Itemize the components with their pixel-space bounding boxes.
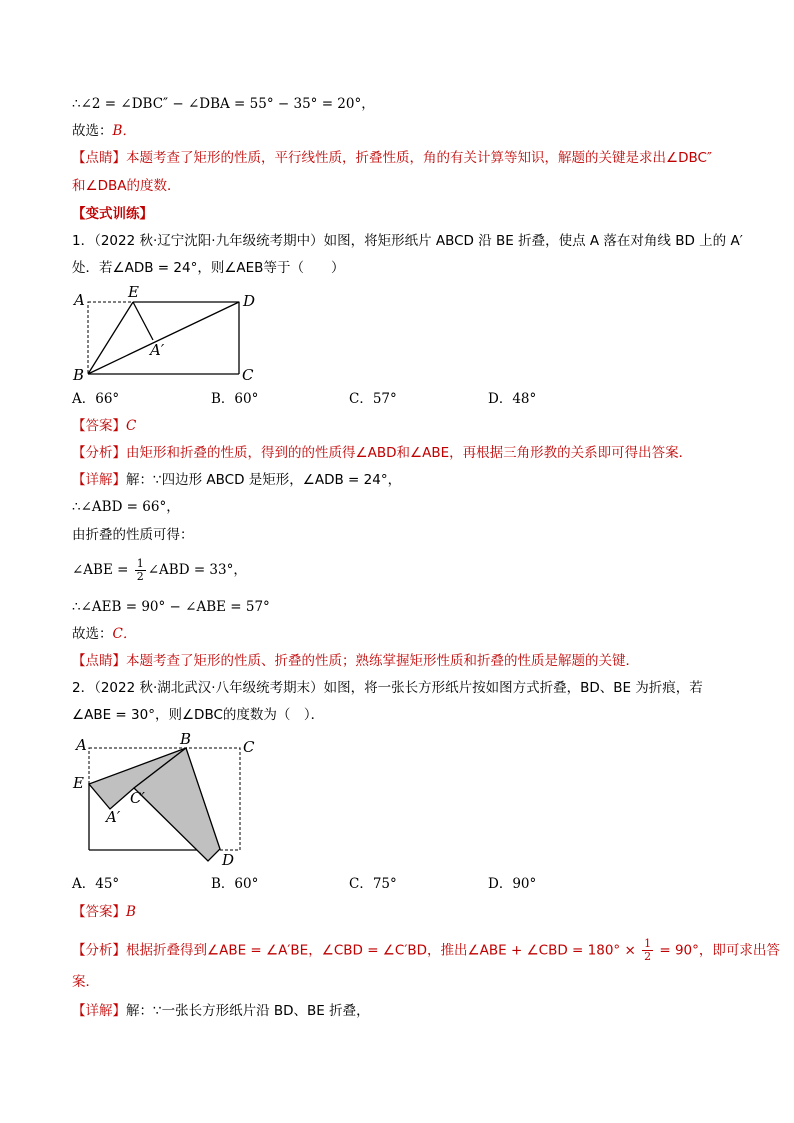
comment-tag: 【点睛】 (72, 150, 126, 166)
q2-detail-line (72, 1001, 370, 1021)
q2-detail-text: 解：∵一张长方形纸片沿 BD、BE 折叠， (126, 1003, 370, 1019)
q2-detail-tag: 【详解】 (72, 1003, 126, 1019)
q1-comment-line (72, 651, 639, 671)
q1-analysis-line (72, 443, 692, 463)
q1-detail-line (72, 470, 401, 490)
q1-choice-d: D．48° (488, 391, 537, 407)
section-heading-variant-training: 【变式训练】 (72, 206, 153, 222)
fraction-denominator: 2 (136, 570, 144, 583)
q1-step-abe-right: ∠ABD = 33°， (147, 562, 247, 578)
fig1-label-c: C (242, 366, 254, 384)
q2-analysis-tag: 【分析】 (72, 942, 126, 959)
q1-choice-c: C．57° (349, 391, 397, 407)
q1-chosen-answer: C． (112, 626, 137, 642)
q1-answer-line (72, 416, 136, 436)
q1-stem-line-1: 1．（2022 秋·辽宁沈阳·九年级统考期中）如图，将矩形纸片 ABCD 沿 BE 折叠，使点 A 落在对角线 BD 上的 A′ (72, 233, 743, 249)
fig2-label-b: B (180, 732, 192, 748)
q2-folded-paper-figure (68, 732, 268, 868)
chosen-answer: B． (112, 123, 136, 139)
q1-step-abe (72, 558, 247, 583)
fig2-label-a-prime: A′ (106, 808, 121, 826)
q2-choice-c: C．75° (349, 876, 397, 892)
q2-choice-d: D．90° (488, 876, 537, 892)
fig1-segment-ea (133, 302, 153, 340)
answer-choice-line (72, 121, 136, 141)
fig2-label-d: D (222, 851, 235, 868)
q2-analysis-continued: 案． (72, 974, 99, 990)
comment-line-2: 和∠DBA的度数． (72, 178, 181, 194)
fig1-label-e: E (128, 285, 139, 301)
q2-fraction-one-half (642, 938, 653, 963)
fig1-label-d: D (243, 292, 256, 310)
fig2-label-c: C (243, 738, 255, 756)
q2-analysis-line (72, 938, 780, 963)
q2-answer-line (72, 902, 136, 922)
analysis-tag: 【分析】 (72, 445, 126, 461)
fig1-label-b: B (73, 366, 85, 384)
q2-stem-line-2: ∠ABE = 30°，则∠DBC的度数为（ ）． (72, 707, 325, 723)
q1-choose-line (72, 624, 136, 644)
answer-tag: 【答案】 (72, 418, 126, 434)
fig2-label-c-prime: C′ (130, 789, 145, 807)
q2-fraction-denominator: 2 (644, 950, 652, 963)
q2-choice-a: A．45° (72, 876, 120, 892)
q1-choice-a: A．66° (72, 391, 120, 407)
solution-step-angle2: ∴∠2 = ∠DBC″ − ∠DBA = 55° − 35° = 20°， (72, 96, 375, 112)
q1-answer: C (126, 418, 137, 434)
q1-analysis-text: 由矩形和折叠的性质，得到的的性质得∠ABD和∠ABE，再根据三角形教的关系即可得出答案． (126, 445, 693, 461)
fraction-one-half (135, 558, 146, 583)
comment-text: 本题考查了矩形的性质，平行线性质，折叠性质，角的有关计算等知识，解题的关键是求出∠DBC″ (126, 150, 712, 166)
q1-step-fold-property: 由折叠的性质可得： (72, 527, 194, 543)
fig2-label-a: A (76, 736, 87, 754)
q2-choice-b: B．60° (211, 876, 259, 892)
q2-analysis-text-a: 根据折叠得到∠ABE = ∠A′BE，∠CBD = ∠C′BD，推出∠ABE + ∠CBD = 180° × (126, 942, 641, 959)
q2-stem-line-1: 2．（2022 秋·湖北武汉·八年级统考期末）如图，将一张长方形纸片按如图方式折叠，BD、BE 为折痕，若 (72, 680, 703, 696)
q2-answer-tag: 【答案】 (72, 904, 126, 920)
q1-comment-text: 本题考查了矩形的性质、折叠的性质；熟练掌握矩形性质和折叠的性质是解题的关键． (126, 653, 639, 669)
q1-step-abd: ∴∠ABD = 66°， (72, 499, 180, 515)
fig2-label-e: E (73, 774, 84, 792)
q2-answer: B (126, 904, 136, 920)
q1-rectangle-figure (68, 285, 268, 385)
q1-detail-text: 解：∵四边形 ABCD 是矩形，∠ADB = 24°， (126, 472, 402, 488)
q2-analysis-text-b: = 90°，即可求出答 (655, 942, 780, 959)
fig1-label-a: A (74, 291, 85, 309)
q1-choice-b: B．60° (211, 391, 259, 407)
q1-stem-line-2: 处．若∠ADB = 24°，则∠AEB等于（ ） (72, 260, 345, 276)
fraction-numerator: 1 (136, 557, 144, 570)
fig1-label-a-prime: A′ (150, 341, 165, 359)
detail-tag: 【详解】 (72, 472, 126, 488)
q2-fraction-numerator: 1 (644, 937, 652, 950)
q1-comment-tag: 【点睛】 (72, 653, 126, 669)
q1-choose-label: 故选： (72, 626, 113, 642)
q1-step-abe-left: ∠ABE = (72, 562, 133, 578)
comment-line-1 (72, 148, 712, 168)
q1-step-aeb: ∴∠AEB = 90° − ∠ABE = 57° (72, 599, 270, 615)
choose-label: 故选： (72, 123, 113, 139)
